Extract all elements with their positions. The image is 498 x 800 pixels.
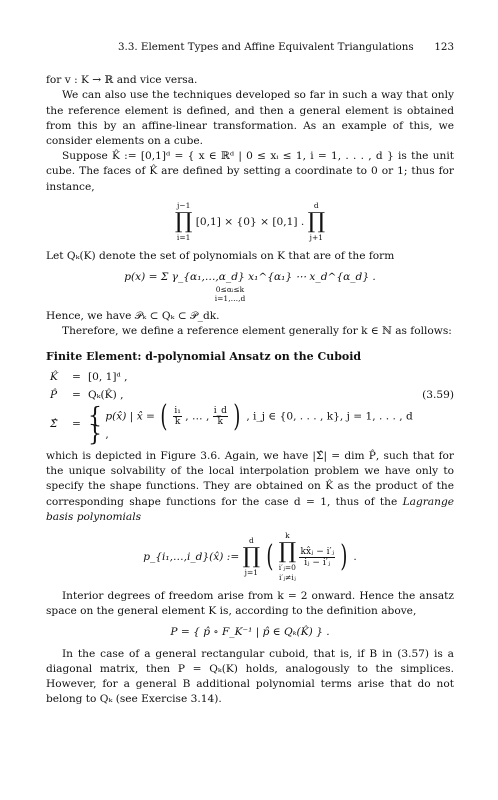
lagrange-inner-product: k ∏ i′ⱼ=0 i′ⱼ≠iⱼ — [278, 531, 297, 583]
equation-array: K̂ = [0, 1]ᵈ , P̂ = Qₖ(K̂) , (3.59) Σ̂ = { p(x̂) | x̂ = ( $\frac{\text{i₁}}{k}$ , … , $\frac{i\_d}{k}$ ) , i_j ∈ {0, . . . , k}, j = 1, . . . , d } , — [50, 370, 454, 448]
equation-faces — [46, 201, 454, 243]
paragraph-6: which is depicted in Figure 3.6. Again, we have |Σ̂| = dim P̂, such that for the unique solvability of the local interpolation problem we have only to specify the shape functions. They are obtained on K̂ as the product of the corresponding shape functions for the case d = 1, thus of the Lagrange basis polynomials — [46, 450, 454, 523]
lagrange-fraction: $\frac{\text{kx̂ⱼ − i′ⱼ}}{\text{iⱼ − i′ⱼ}}$ — [300, 546, 334, 568]
equation-number: (3.59) — [422, 389, 454, 402]
polynomial-form: p(x) = Σ γ_{α₁,…,α_d} x₁^{α₁} ⋯ x_d^{α_d} . — [124, 271, 376, 284]
paragraph-2: Suppose K̂ := [0,1]ᵈ = { x ∈ ℝᵈ | 0 ≤ xᵢ ≤ 1, i = 1, . . . , d } is the unit cube. The faces of K̂ are defined by setting a coordinate to 0 or 1; thus for instance, — [46, 150, 454, 193]
sum-limit-1: 0≤αᵢ≤k — [215, 285, 245, 295]
equation-lagrange: p_{i₁,…,i_d}(x̂) := d ∏ j=1 ( k ∏ i′ⱼ=0 i′ⱼ≠iⱼ $\frac{\text{kx̂ⱼ − i′ⱼ}}{\text{iⱼ − i′ⱼ}}$ ) . — [143, 531, 357, 583]
eq2-rhs: Qₖ(K̂) , — [88, 389, 124, 402]
eq1-lhs: K̂ — [50, 370, 58, 383]
equation-polynomial — [46, 270, 454, 303]
section-heading: Finite Element: d-polynomial Ansatz on the Cuboid — [46, 349, 362, 363]
paragraph-4: Hence, we have 𝒫ₖ ⊂ Qₖ ⊂ 𝒫_dk. — [46, 310, 220, 323]
sum-limit-2: i=1,…,d — [214, 294, 246, 304]
paragraph-0: for v : K → ℝ and vice versa. — [46, 74, 198, 87]
faces-expression: [0,1] × {0} × [0,1] . — [195, 215, 305, 228]
eq2-lhs: P̂ — [50, 389, 58, 402]
page-number: 123 — [434, 41, 454, 53]
lagrange-outer-product: d ∏ j=1 — [242, 536, 261, 578]
lagrange-lhs: p_{i₁,…,i_d}(x̂) := — [143, 551, 240, 564]
eq3-lhs: Σ̂ — [50, 418, 58, 431]
running-header — [46, 40, 454, 55]
paragraph-8: In the case of a general rectangular cuboid, that is, if B in (3.57) is a diagonal matrix, then P = Qₖ(K) holds, analogously to the simplices. However, for a general B additional polynomial terms arise that do not belong to Qₖ (see Exercise 3.14). — [46, 647, 454, 706]
section-title: 3.3. Element Types and Affine Equivalent Triangulations — [118, 41, 414, 53]
lagrange-term: Lagrange basis polynomials — [46, 495, 454, 523]
equation-ansatz-space: P = { p̂ ∘ F_K⁻¹ | p̂ ∈ Qₖ(K̂) } . — [170, 626, 330, 639]
paragraph-5: Therefore, we define a reference element generally for k ∈ ℕ as follows: — [62, 325, 452, 338]
eq1-rhs: [0, 1]ᵈ , — [88, 370, 128, 383]
paragraph-1: We can also use the techniques developed so far in such a way that only the reference element is defined, and then a general element is obtained from this by an affine-linear transformation. As an example of this, we consider elements on a cube. — [46, 89, 454, 148]
paragraph-7: Interior degrees of freedom arise from k = 2 onward. Hence the ansatz space on the general element K is, according to the definition above, — [46, 590, 454, 618]
paragraph-3: Let Qₖ(K) denote the set of polynomials on K that are of the form — [46, 249, 395, 262]
eq3-rhs: { p(x̂) | x̂ = ( $\frac{\text{i₁}}{k}$ , … , $\frac{i\_d}{k}$ ) , i_j ∈ {0, . . . , k}, j = 1, . . . , d } , — [88, 399, 413, 448]
product-2: d ∏ j+1 — [307, 200, 326, 242]
page — [46, 40, 454, 708]
product-1: j−1 ∏ i=1 — [174, 200, 193, 242]
